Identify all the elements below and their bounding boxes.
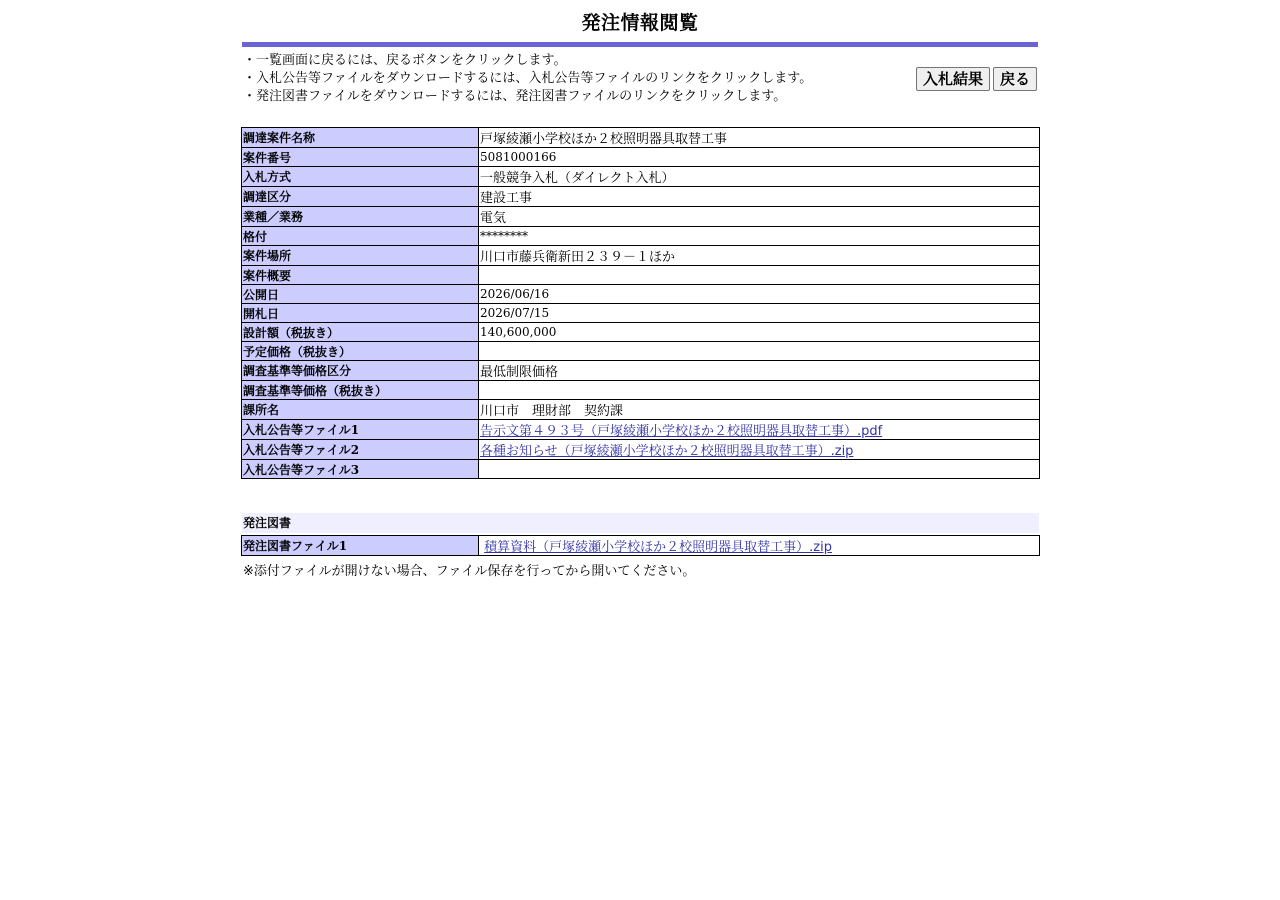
procurement-category-value: 建設工事	[479, 187, 1040, 207]
row-label: 入札公告等ファイル3	[242, 460, 479, 479]
action-buttons	[916, 67, 1037, 91]
table-row	[242, 400, 1040, 420]
drawing-file-1-link[interactable]: 積算資料（戸塚綾瀬小学校ほか２校照明器具取替工事）.zip	[484, 540, 832, 555]
row-label: 発注図書ファイル1	[242, 536, 479, 556]
row-label: 案件概要	[242, 266, 479, 285]
row-label: 課所名	[242, 400, 479, 420]
row-label: 調達区分	[242, 187, 479, 207]
notice-file-1-cell	[479, 420, 1040, 440]
publish-date-value	[479, 285, 1040, 304]
table-row	[242, 304, 1040, 323]
notice-file-1-link[interactable]: 告示文第４９３号（戸塚綾瀬小学校ほか２校照明器具取替工事）.pdf	[480, 424, 883, 439]
case-number-text: 5081000166	[480, 149, 557, 164]
table-row	[242, 187, 1040, 207]
bid-result-button[interactable]: 入札結果	[916, 67, 990, 91]
help-area	[241, 47, 1039, 127]
table-row	[242, 361, 1040, 381]
table-row	[242, 246, 1040, 266]
drawings-table	[241, 535, 1040, 556]
row-label: 開札日	[242, 304, 479, 323]
drawing-file-1-cell	[479, 536, 1040, 556]
planned-price-value	[479, 342, 1040, 361]
help-item-back: ・一覧画面に戻るには、戻るボタンをクリックします。	[243, 53, 567, 68]
table-row	[242, 440, 1040, 460]
industry-value: 電気	[479, 207, 1040, 227]
row-label: 業種／業務	[242, 207, 479, 227]
rating-value	[479, 227, 1040, 246]
section-spacer	[241, 479, 1039, 513]
table-row	[242, 342, 1040, 361]
case-number-value	[479, 148, 1040, 167]
help-list	[243, 52, 812, 106]
page-title: 発注情報閲覧	[581, 12, 699, 34]
table-row	[242, 420, 1040, 440]
location-value: 川口市藤兵衛新田２３９－１ほか	[479, 246, 1040, 266]
opening-date-value	[479, 304, 1040, 323]
case-name-value: 戸塚綾瀬小学校ほか２校照明器具取替工事	[479, 128, 1040, 148]
rating-text: ********	[480, 228, 528, 243]
table-row	[242, 227, 1040, 246]
row-label: 予定価格（税抜き）	[242, 342, 479, 361]
help-item-notice-files: ・入札公告等ファイルをダウンロードするには、入札公告等ファイルのリンクをクリックします。	[243, 71, 813, 86]
table-row	[242, 323, 1040, 342]
department-value: 川口市 理財部 契約課	[479, 400, 1040, 420]
notice-file-3-cell	[479, 460, 1040, 479]
notice-file-2-link[interactable]: 各種お知らせ（戸塚綾瀬小学校ほか２校照明器具取替工事）.zip	[480, 444, 854, 459]
table-row	[242, 285, 1040, 304]
row-label: 入札公告等ファイル1	[242, 420, 479, 440]
row-label: 案件番号	[242, 148, 479, 167]
table-row	[242, 128, 1040, 148]
row-label: 設計額（税抜き）	[242, 323, 479, 342]
row-label: 入札公告等ファイル2	[242, 440, 479, 460]
back-button[interactable]: 戻る	[993, 67, 1037, 91]
table-row	[242, 381, 1040, 400]
standard-price-value	[479, 381, 1040, 400]
design-amount-value	[479, 323, 1040, 342]
table-row	[242, 167, 1040, 187]
table-row	[242, 148, 1040, 167]
design-amount-text: 140,600,000	[480, 324, 557, 339]
row-label: 調査基準等価格区分	[242, 361, 479, 381]
table-row	[242, 536, 1040, 556]
row-label: 案件場所	[242, 246, 479, 266]
page-container	[241, 0, 1039, 579]
procurement-info-table	[241, 127, 1040, 479]
table-row	[242, 207, 1040, 227]
table-row	[242, 460, 1040, 479]
row-label: 公開日	[242, 285, 479, 304]
table-row	[242, 266, 1040, 285]
help-item-drawing-files: ・発注図書ファイルをダウンロードするには、発注図書ファイルのリンクをクリックします。	[243, 89, 787, 104]
bid-method-value: 一般競争入札（ダイレクト入札）	[479, 167, 1040, 187]
row-label: 入札方式	[242, 167, 479, 187]
publish-date-text: 2026/06/16	[480, 286, 550, 301]
row-label: 格付	[242, 227, 479, 246]
attachment-note: ※添付ファイルが開けない場合、ファイル保存を行ってから開いてください。	[243, 564, 696, 579]
notice-file-2-cell	[479, 440, 1040, 460]
standard-price-category-value: 最低制限価格	[479, 361, 1040, 381]
summary-value	[479, 266, 1040, 285]
row-label: 調達案件名称	[242, 128, 479, 148]
row-label: 調査基準等価格（税抜き）	[242, 381, 479, 400]
opening-date-text: 2026/07/15	[480, 305, 550, 320]
drawings-section-heading: 発注図書	[242, 513, 1039, 533]
